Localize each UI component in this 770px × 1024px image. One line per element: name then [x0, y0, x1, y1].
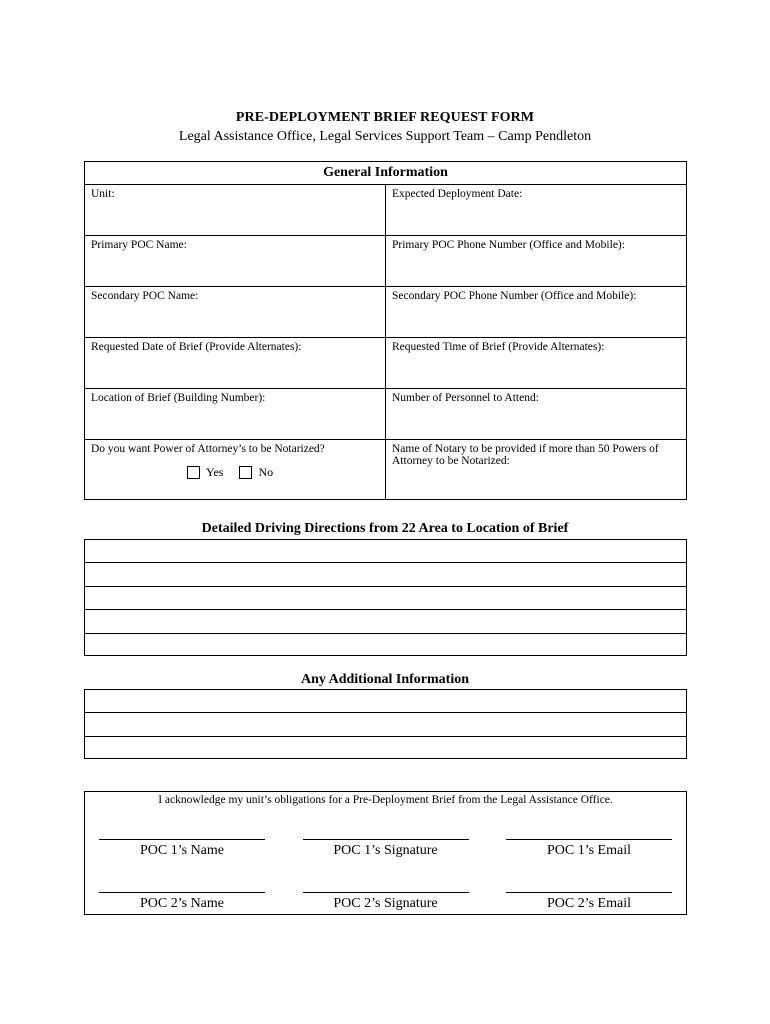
requested-date-field[interactable]: [85, 338, 386, 389]
directions-line[interactable]: [85, 563, 686, 586]
secondary-poc-name-field[interactable]: [85, 287, 386, 338]
form-subtitle: Legal Assistance Office, Legal Services Support Team – Camp Pendleton: [178, 129, 592, 144]
signature-line: [99, 839, 265, 840]
requested-date-label: Requested Date of Brief (Provide Alternates):: [91, 341, 302, 353]
poc1-name-label: POC 1’s Name: [140, 843, 224, 858]
poa-question: Do you want Power of Attorney’s to be Notarized?: [91, 443, 325, 455]
acknowledgement-text: I acknowledge my unit’s obligations for a Pre-Deployment Brief from the Legal Assistance Office.: [158, 794, 613, 806]
notary-name-field[interactable]: [386, 440, 687, 500]
additional-info-line[interactable]: [85, 737, 686, 760]
primary-poc-phone-label: Primary POC Phone Number (Office and Mobile):: [392, 239, 625, 251]
notary-name-label: Name of Notary to be provided if more than 50 Powers of Attorney to be Notarized:: [392, 443, 659, 467]
poc2-signature-field[interactable]: [303, 892, 469, 912]
general-information-table: [84, 161, 687, 500]
directions-line[interactable]: [85, 540, 686, 563]
unit-field[interactable]: [85, 185, 386, 236]
directions-line[interactable]: [85, 610, 686, 633]
additional-info-line[interactable]: [85, 713, 686, 736]
poc2-email-label: POC 2’s Email: [546, 896, 631, 911]
general-information-heading: General Information: [85, 162, 687, 185]
deploy-date-field[interactable]: [386, 185, 687, 236]
primary-poc-name-field[interactable]: [85, 236, 386, 287]
location-label: Location of Brief (Building Number):: [91, 392, 266, 404]
poc2-name-field[interactable]: [99, 892, 265, 912]
location-field[interactable]: [85, 389, 386, 440]
directions-heading: Detailed Driving Directions from 22 Area to Location of Brief: [201, 521, 569, 536]
personnel-field[interactable]: [386, 389, 687, 440]
poc1-email-field[interactable]: [506, 839, 672, 859]
signature-line: [303, 839, 469, 840]
additional-info-heading: Any Additional Information: [300, 672, 470, 687]
poc2-name-label: POC 2’s Name: [140, 896, 224, 911]
primary-poc-name-label: Primary POC Name:: [91, 239, 187, 251]
form-title: PRE-DEPLOYMENT BRIEF REQUEST FORM: [235, 110, 535, 125]
signature-line: [506, 892, 672, 893]
unit-label: Unit:: [91, 188, 115, 200]
yes-label: Yes: [206, 465, 224, 479]
yes-checkbox[interactable]: [187, 466, 200, 479]
requested-time-field[interactable]: [386, 338, 687, 389]
signature-line: [99, 892, 265, 893]
requested-time-label: Requested Time of Brief (Provide Alternates):: [392, 341, 605, 353]
directions-line[interactable]: [85, 587, 686, 610]
primary-poc-phone-field[interactable]: [386, 236, 687, 287]
no-label: No: [258, 465, 274, 479]
poa-notarized-cell: [85, 440, 386, 500]
personnel-label: Number of Personnel to Attend:: [392, 392, 539, 404]
secondary-poc-phone-field[interactable]: [386, 287, 687, 338]
no-checkbox[interactable]: [239, 466, 252, 479]
directions-line[interactable]: [85, 634, 686, 657]
poc1-name-field[interactable]: [99, 839, 265, 859]
directions-lines[interactable]: [84, 539, 687, 656]
secondary-poc-phone-label: Secondary POC Phone Number (Office and Mobile):: [392, 290, 637, 302]
additional-info-lines[interactable]: [84, 689, 687, 759]
signature-line: [303, 892, 469, 893]
deploy-date-label: Expected Deployment Date:: [392, 188, 523, 200]
poc2-email-field[interactable]: [506, 892, 672, 912]
poc1-signature-field[interactable]: [303, 839, 469, 859]
poc1-email-label: POC 1’s Email: [546, 843, 631, 858]
additional-info-line[interactable]: [85, 690, 686, 713]
secondary-poc-name-label: Secondary POC Name:: [91, 290, 199, 302]
poc1-signature-label: POC 1’s Signature: [333, 843, 438, 858]
signature-line: [506, 839, 672, 840]
acknowledgement-box: [84, 791, 687, 915]
poc2-signature-label: POC 2’s Signature: [333, 896, 438, 911]
